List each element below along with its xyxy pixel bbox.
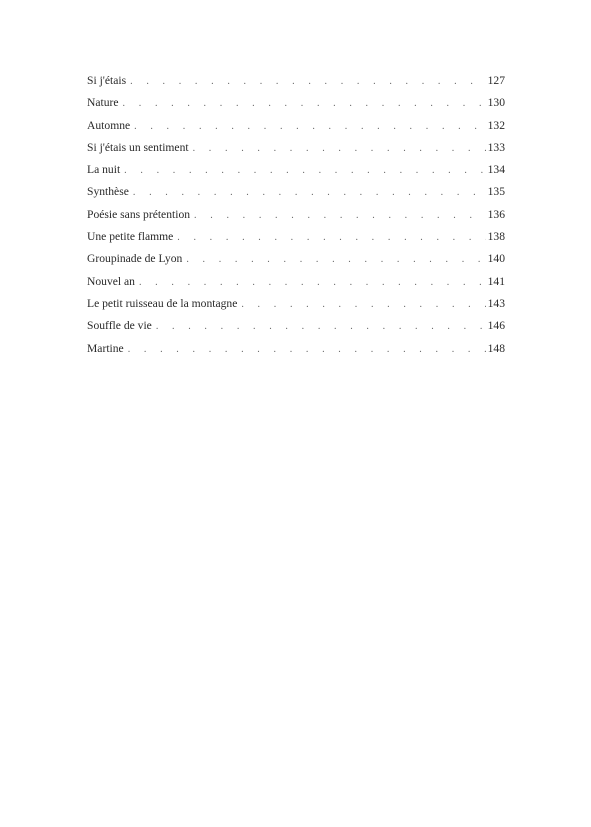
toc-entry-title: La nuit — [87, 163, 121, 177]
toc-entry-page: 136 — [487, 207, 505, 221]
toc-entry — [87, 271, 505, 293]
toc-entry-page: 138 — [487, 230, 505, 244]
toc-dot-leader — [128, 339, 486, 361]
toc-entry — [87, 226, 505, 248]
toc-entry-page: 143 — [487, 296, 505, 310]
toc-entry-page: 133 — [487, 140, 505, 154]
toc-entry-title: Si j'étais un sentiment — [87, 140, 189, 154]
toc-dot-leader — [139, 272, 486, 294]
toc-dot-leader — [194, 205, 486, 227]
toc-dot-leader — [124, 160, 485, 182]
toc-entry-page: 134 — [487, 163, 505, 177]
toc-entry-page: 146 — [487, 319, 505, 333]
toc-entry-title: Groupinade de Lyon — [87, 252, 183, 266]
toc-entry-page: 140 — [487, 252, 505, 266]
toc-dot-leader — [177, 227, 485, 249]
toc-entry-page: 148 — [487, 341, 505, 355]
toc-entry — [87, 204, 505, 226]
toc-entry — [87, 248, 505, 270]
toc-entry-title: Nouvel an — [87, 274, 135, 288]
toc-entry-page: 132 — [487, 118, 505, 132]
toc-entry — [87, 115, 505, 137]
toc-entry — [87, 315, 505, 337]
toc-entry — [87, 293, 505, 315]
toc-entry-title: Le petit ruisseau de la montagne — [87, 296, 238, 310]
toc-entry-page: 141 — [487, 274, 505, 288]
toc-entry — [87, 137, 505, 159]
toc-dot-leader — [241, 294, 485, 316]
toc-entry — [87, 159, 505, 181]
table-of-contents — [87, 70, 505, 360]
toc-entry — [87, 92, 505, 114]
toc-dot-leader — [123, 93, 486, 115]
toc-dot-leader — [134, 116, 485, 138]
toc-entry-title: Nature — [87, 96, 119, 110]
toc-entry-title: Une petite flamme — [87, 230, 174, 244]
toc-entry-title: Poésie sans prétention — [87, 207, 191, 221]
toc-dot-leader — [193, 138, 486, 160]
toc-entry-title: Automne — [87, 118, 131, 132]
toc-entry-title: Si j'étais — [87, 74, 127, 87]
toc-dot-leader — [156, 316, 486, 338]
toc-dot-leader — [186, 249, 485, 271]
toc-entry — [87, 70, 505, 92]
toc-entry-page: 130 — [487, 96, 505, 110]
toc-entry-title: Souffle de vie — [87, 319, 152, 333]
toc-dot-leader — [133, 182, 486, 204]
toc-entry — [87, 181, 505, 203]
toc-entry-page: 135 — [487, 185, 505, 199]
toc-entry-title: Synthèse — [87, 185, 129, 199]
toc-entry-page: 127 — [487, 74, 505, 87]
toc-entry — [87, 338, 505, 360]
toc-entry-title: Martine — [87, 341, 124, 355]
toc-dot-leader — [130, 71, 485, 93]
